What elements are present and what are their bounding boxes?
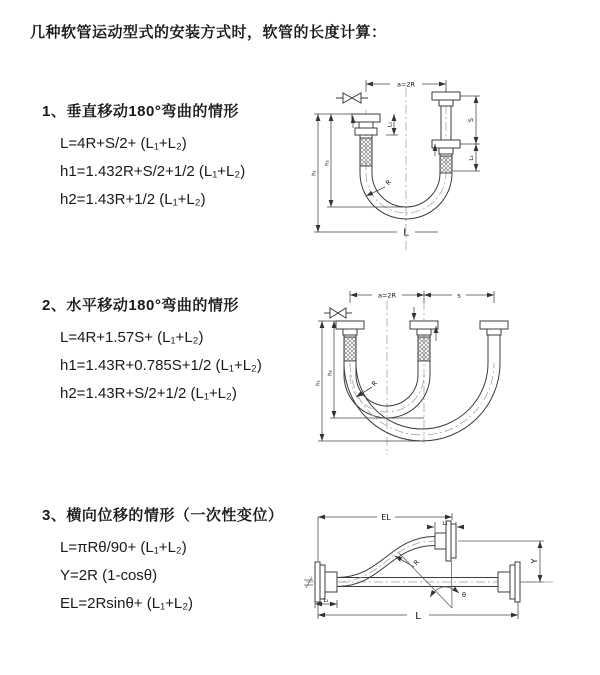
section-2 <box>42 294 262 408</box>
formula-h2: h2=1.43R+1/2 (L₁+L₂) <box>60 191 206 208</box>
length-dimension <box>318 602 518 622</box>
moved-pipe-fitting <box>480 321 508 363</box>
page-title: 几种软管运动型式的安装方式时，软管的长度计算： <box>30 24 387 41</box>
formula-h1: h1=1.432R+S/2+1/2 (L₁+L₂) <box>60 163 246 180</box>
right-pipe-fittings <box>432 92 460 173</box>
dim-label-length: L <box>415 611 421 622</box>
dim-label-y: Y <box>530 558 539 564</box>
s-curve-hose <box>337 537 435 587</box>
centerline-break-mark <box>304 577 313 588</box>
dim-label-l1: L₁ <box>323 598 329 604</box>
height-dimensions <box>316 321 425 441</box>
dim-label-h2: h₂ <box>324 160 331 166</box>
section-2-heading: 2、水平移动180°弯曲的情形 <box>42 297 239 314</box>
formula-h2: h2=1.43R+S/2+1/2 (L₁+L₂) <box>60 385 237 402</box>
dim-label-length: L <box>403 227 409 239</box>
dim-label-radius: R <box>412 558 422 568</box>
displaced-flange <box>435 521 456 561</box>
formula-h1: h1=1.43R+0.785S+1/2 (L₁+L₂) <box>60 357 262 374</box>
dim-label-h1: h₁ <box>311 170 318 176</box>
hose-braid <box>344 337 356 361</box>
dim-label-theta: θ <box>462 591 466 599</box>
dim-label-h1: h₁ <box>315 380 322 386</box>
dim-label-s: S <box>467 117 475 123</box>
radius-callout <box>395 553 452 608</box>
dim-label-el: EL <box>381 513 391 522</box>
formula-length: L=4R+S/2+ (L₁+L₂) <box>60 135 187 152</box>
radius-callout <box>366 178 393 196</box>
formula-el: EL=2Rsinθ+ (L₁+L₂) <box>60 595 194 612</box>
formula-length: L=πRθ/90+ (L₁+L₂) <box>60 539 187 556</box>
valve-icon <box>324 308 352 318</box>
section-3 <box>42 504 283 618</box>
radius-callout <box>356 379 379 397</box>
dim-label-radius: R <box>370 379 380 389</box>
length-dimension <box>314 228 438 239</box>
dim-label-l2: L₂ <box>442 521 448 527</box>
dim-label-l2: L₂ <box>469 155 475 161</box>
section-1 <box>42 100 245 214</box>
dim-label-span: a=2R <box>377 291 397 300</box>
hose-braid <box>418 337 430 361</box>
dim-label-shift: s <box>457 291 461 300</box>
diagram-horizontal-u-bend <box>312 283 532 461</box>
formula-length: L=4R+1.57S+ (L₁+L₂) <box>60 329 204 346</box>
section-3-heading: 3、横向位移的情形（一次性变位） <box>42 507 284 524</box>
formula-y: Y=2R (1-cosθ) <box>60 567 158 584</box>
valve-icon <box>336 93 368 103</box>
dim-label-l1: L₁ <box>387 121 394 128</box>
right-flange <box>498 562 520 602</box>
dim-label-span: a=2R <box>396 80 416 89</box>
diagram-vertical-u-bend <box>306 68 528 260</box>
right-dimensions <box>453 96 480 171</box>
hose-braid <box>360 138 372 166</box>
angle-callout <box>430 587 466 599</box>
dim-label-h2: h₂ <box>327 370 334 376</box>
width-dimension <box>350 291 494 303</box>
hose-u-bend-moved <box>344 363 500 441</box>
left-flange <box>315 562 337 602</box>
dim-label-radius: R <box>384 178 394 188</box>
section-1-heading: 1、垂直移动180°弯曲的情形 <box>42 103 239 120</box>
hose-braid <box>440 156 452 173</box>
left-pipe-fitting <box>352 114 380 173</box>
diagram-lateral-displacement <box>302 505 564 651</box>
